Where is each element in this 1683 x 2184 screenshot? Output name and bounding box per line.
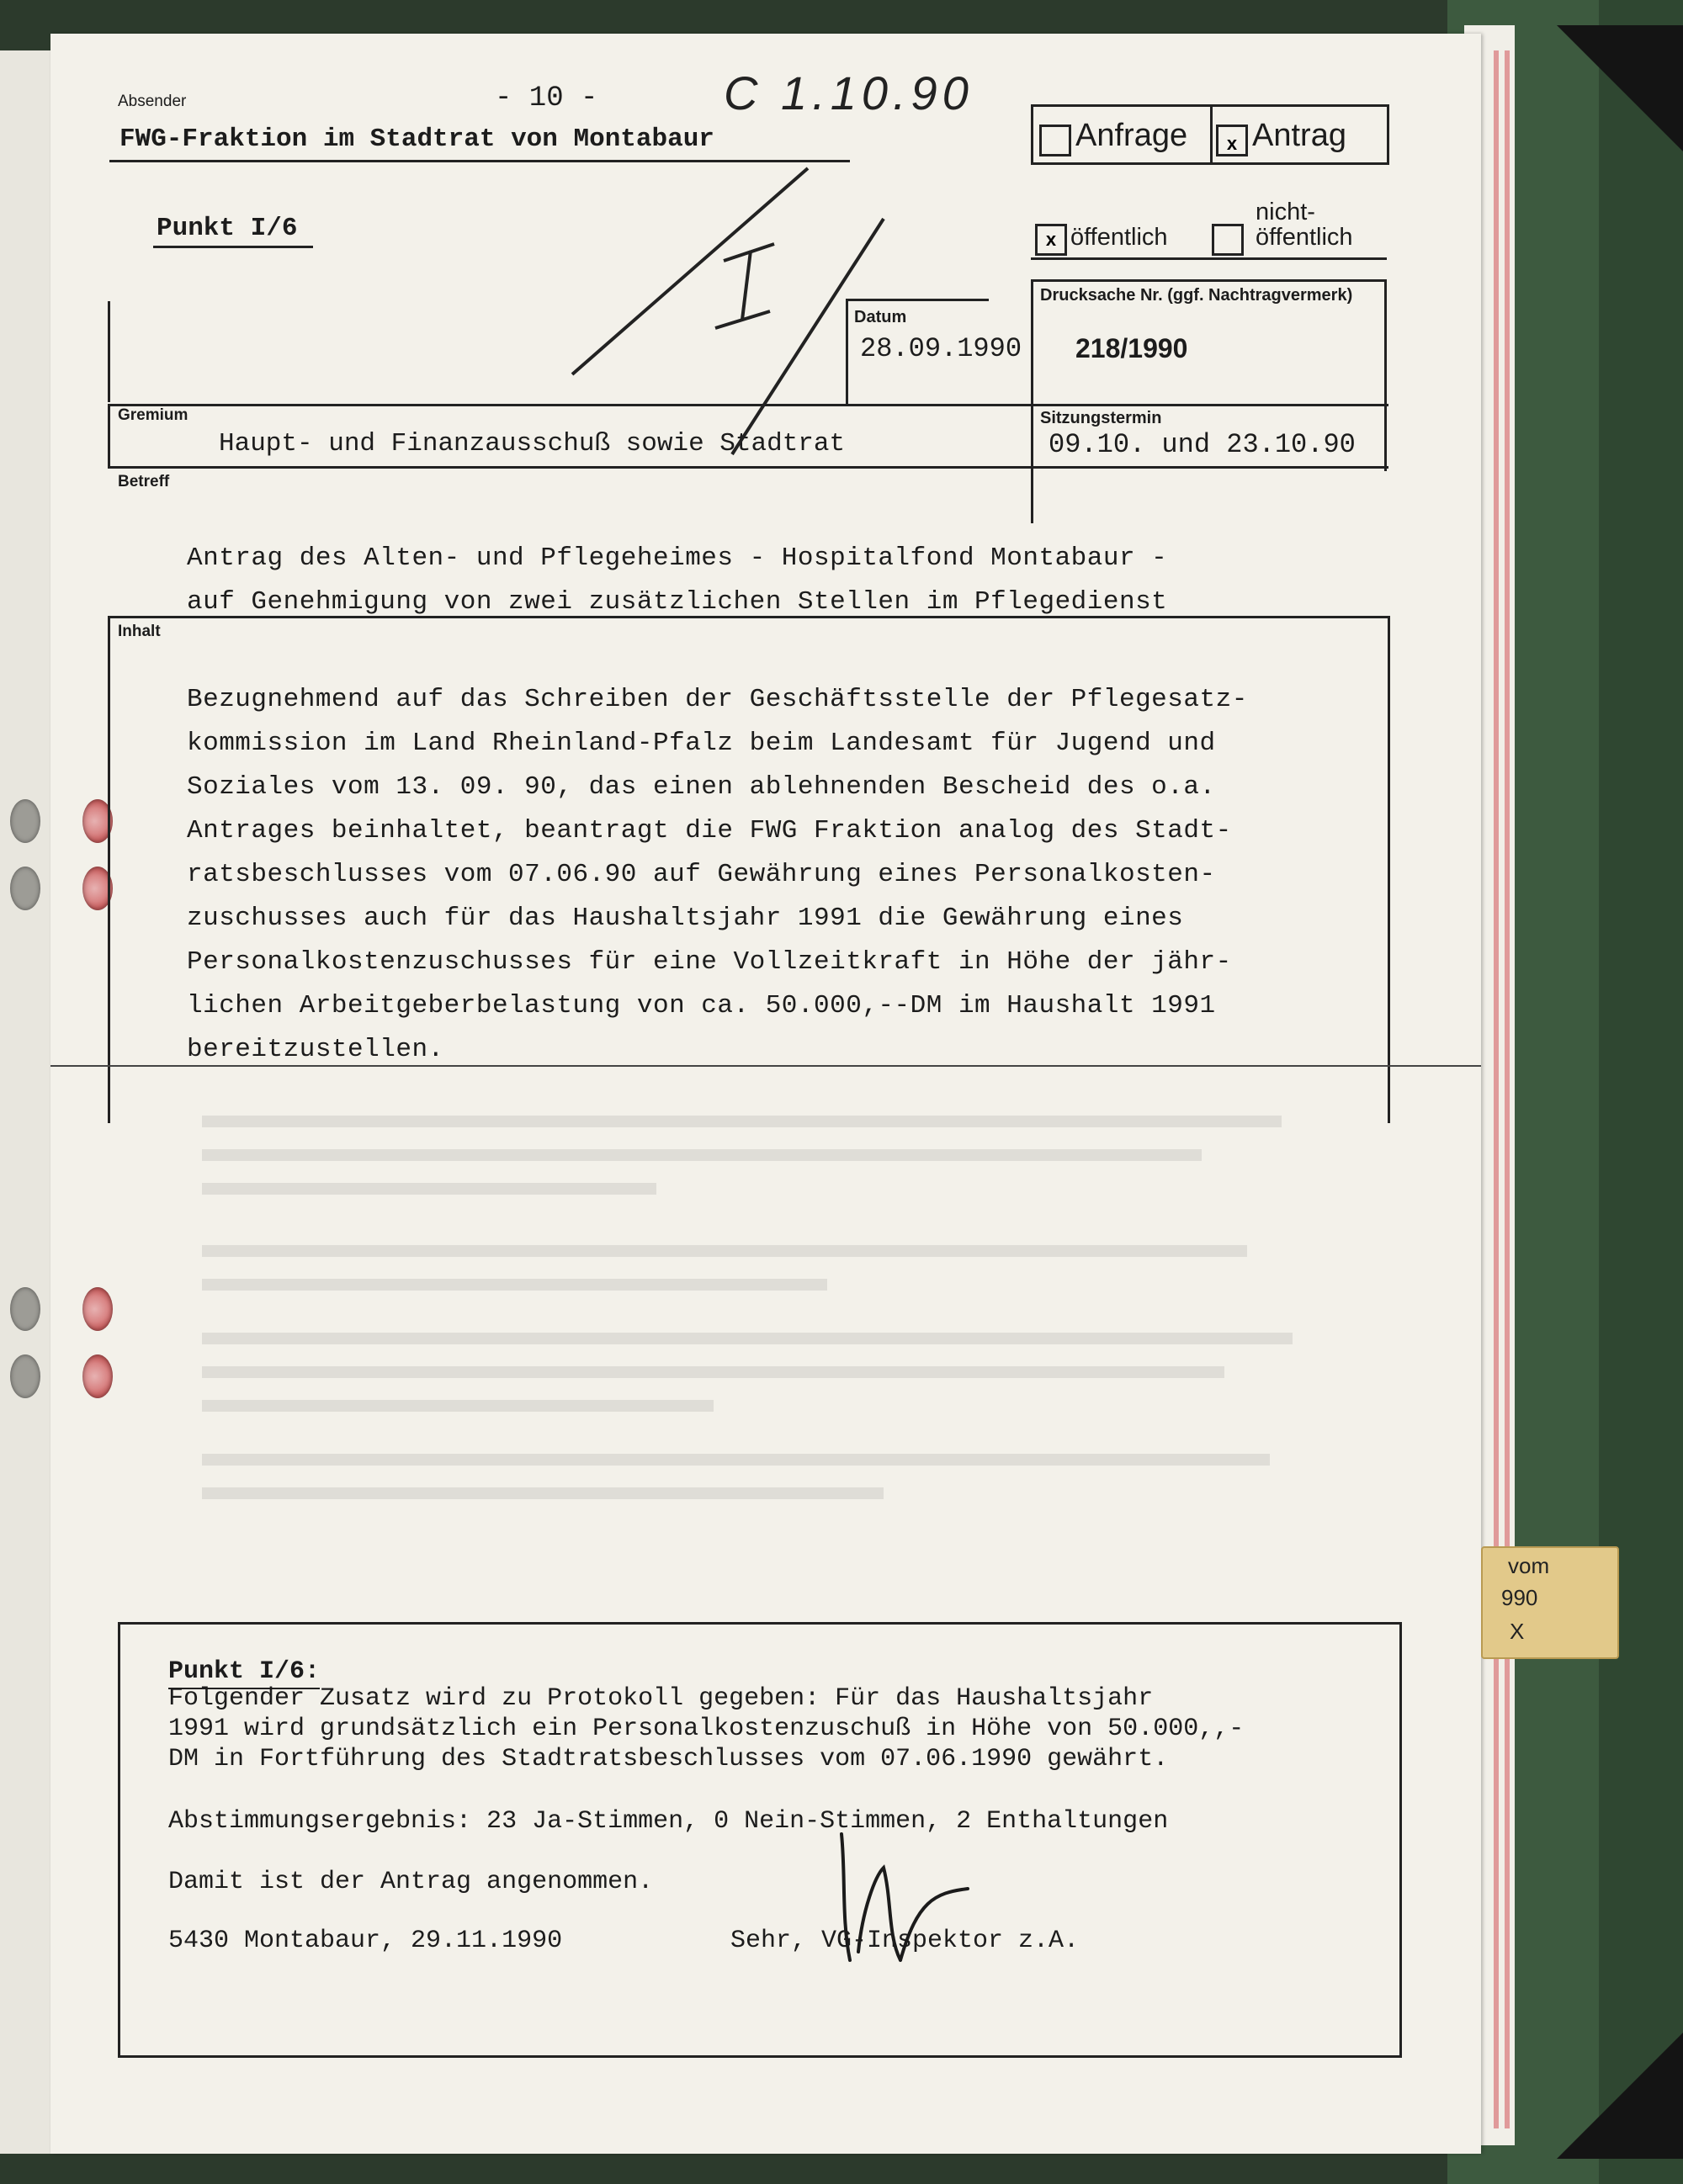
- abstimmungsergebnis: Abstimmungsergebnis: 23 Ja-Stimmen, 0 Nein-Stimmen, 2 Enthaltungen: [168, 1807, 1169, 1836]
- inhalt-line: lichen Arbeitgeberbelastung von ca. 50.000,--DM im Haushalt 1991: [187, 991, 1216, 1020]
- drucksache-value: 218/1990: [1075, 333, 1188, 363]
- inhalt-line: kommission im Land Rheinland-Pfalz beim Landesamt für Jugend und: [187, 729, 1216, 758]
- gremium-value: Haupt- und Finanzausschuß sowie Stadtrat: [219, 429, 846, 459]
- betreff-line-2: auf Genehmigung von zwei zusätzlichen Stellen im Pflegedienst: [187, 587, 1168, 617]
- punch-hole: [10, 799, 40, 843]
- handwritten-date: C 1.10.90: [724, 66, 974, 119]
- anfrage-label: Anfrage: [1075, 118, 1188, 153]
- absender-label: Absender: [118, 93, 187, 110]
- punch-hole: [10, 867, 40, 910]
- inhalt-line: Personalkostenzuschusses für eine Vollzeitkraft in Höhe der jähr-: [187, 947, 1232, 977]
- show-through-text: [202, 1094, 1338, 1514]
- left-page-edge: [0, 50, 52, 2154]
- nicht-oeffentlich-underline: [1210, 257, 1387, 260]
- anfrage-checkbox[interactable]: [1039, 125, 1071, 156]
- sticker-line-3: X: [1510, 1619, 1525, 1644]
- datum-label: Datum: [854, 308, 907, 326]
- drucksache-label: Drucksache Nr. (ggf. Nachtragvermerk): [1040, 286, 1353, 305]
- request-type-divider: [1210, 104, 1213, 165]
- datum-value: 28.09.1990: [860, 333, 1022, 364]
- inhalt-line: zuschusses auch für das Haushaltsjahr 1991 die Gewährung eines: [187, 904, 1184, 933]
- antrag-label: Antrag: [1252, 118, 1346, 153]
- punkt-underline: [153, 246, 313, 248]
- handwritten-slash-marks: [522, 160, 926, 463]
- result-line: 1991 wird grundsätzlich ein Personalkostenzuschuß in Höhe von 50.000,,-: [168, 1715, 1245, 1743]
- oeffentlich-underline: [1031, 257, 1233, 260]
- binder-board-edge: [1599, 0, 1683, 2184]
- form-left-border: [108, 301, 110, 402]
- sitzungstermin-value: 09.10. und 23.10.90: [1049, 429, 1356, 460]
- sticker-line-2: 990: [1501, 1585, 1538, 1610]
- drucksache-divider: [1031, 279, 1033, 523]
- page-edge-red-2: [1505, 50, 1510, 2128]
- antrag-angenommen: Damit ist der Antrag angenommen.: [168, 1868, 654, 1896]
- form-bottom-line: [108, 466, 1388, 469]
- gremium-label: Gremium: [118, 406, 188, 424]
- drucksache-right-border: [1384, 279, 1387, 406]
- inhalt-line: Soziales vom 13. 09. 90, das einen ablehnenden Bescheid des o.a.: [187, 772, 1216, 802]
- punch-hole: [10, 1287, 40, 1331]
- nicht-oeffentlich-checkbox[interactable]: [1212, 224, 1244, 256]
- page-edge-red: [1494, 50, 1499, 2128]
- antrag-checkbox[interactable]: x: [1216, 125, 1248, 156]
- punch-hole: [82, 1287, 113, 1331]
- sitzungstermin-label: Sitzungstermin: [1040, 409, 1162, 427]
- inhalt-line: Antrages beinhaltet, beantragt die FWG Fraktion analog des Stadt-: [187, 816, 1232, 846]
- nicht-label-1: nicht-: [1256, 199, 1315, 225]
- handwritten-signature: [825, 1826, 985, 1977]
- result-line: Folgender Zusatz wird zu Protokoll gegeben: Für das Haushaltsjahr: [168, 1684, 1154, 1713]
- binder-sticker: [1481, 1546, 1619, 1659]
- sitzungstermin-right-border: [1384, 404, 1387, 471]
- sticker-line-1: vom: [1508, 1553, 1550, 1578]
- punkt-label: Punkt I/6: [157, 214, 298, 243]
- inhalt-line: bereitzustellen.: [187, 1035, 444, 1064]
- inhalt-label: Inhalt: [118, 623, 161, 640]
- gremium-left-border: [108, 404, 110, 468]
- oeffentlich-checkbox[interactable]: x: [1035, 224, 1067, 256]
- page-number: - 10 -: [495, 82, 598, 114]
- document-page: [50, 34, 1481, 2154]
- nicht-label-2: öffentlich: [1256, 224, 1353, 251]
- paper-fold-line: [50, 1065, 1481, 1067]
- inhalt-line: Bezugnehmend auf das Schreiben der Geschäftsstelle der Pflegesatz-: [187, 685, 1248, 714]
- punch-hole: [82, 1354, 113, 1398]
- betreff-label: Betreff: [118, 473, 170, 490]
- signer: Sehr, VG-Inspektor z.A.: [730, 1927, 1080, 1955]
- drucksache-top-line: [1031, 279, 1384, 282]
- punch-hole: [10, 1354, 40, 1398]
- ort-datum: 5430 Montabaur, 29.11.1990: [168, 1927, 563, 1955]
- result-line: DM in Fortführung des Stadtratsbeschlusses vom 07.06.1990 gewährt.: [168, 1745, 1169, 1773]
- sender-name: FWG-Fraktion im Stadtrat von Montabaur: [119, 125, 714, 154]
- result-punkt: Punkt I/6:: [168, 1657, 321, 1686]
- oeffentlich-label: öffentlich: [1070, 224, 1168, 251]
- betreff-line-1: Antrag des Alten- und Pflegeheimes - Hospitalfond Montabaur -: [187, 543, 1168, 573]
- inhalt-line: ratsbeschlusses vom 07.06.90 auf Gewährung eines Personalkosten-: [187, 860, 1216, 889]
